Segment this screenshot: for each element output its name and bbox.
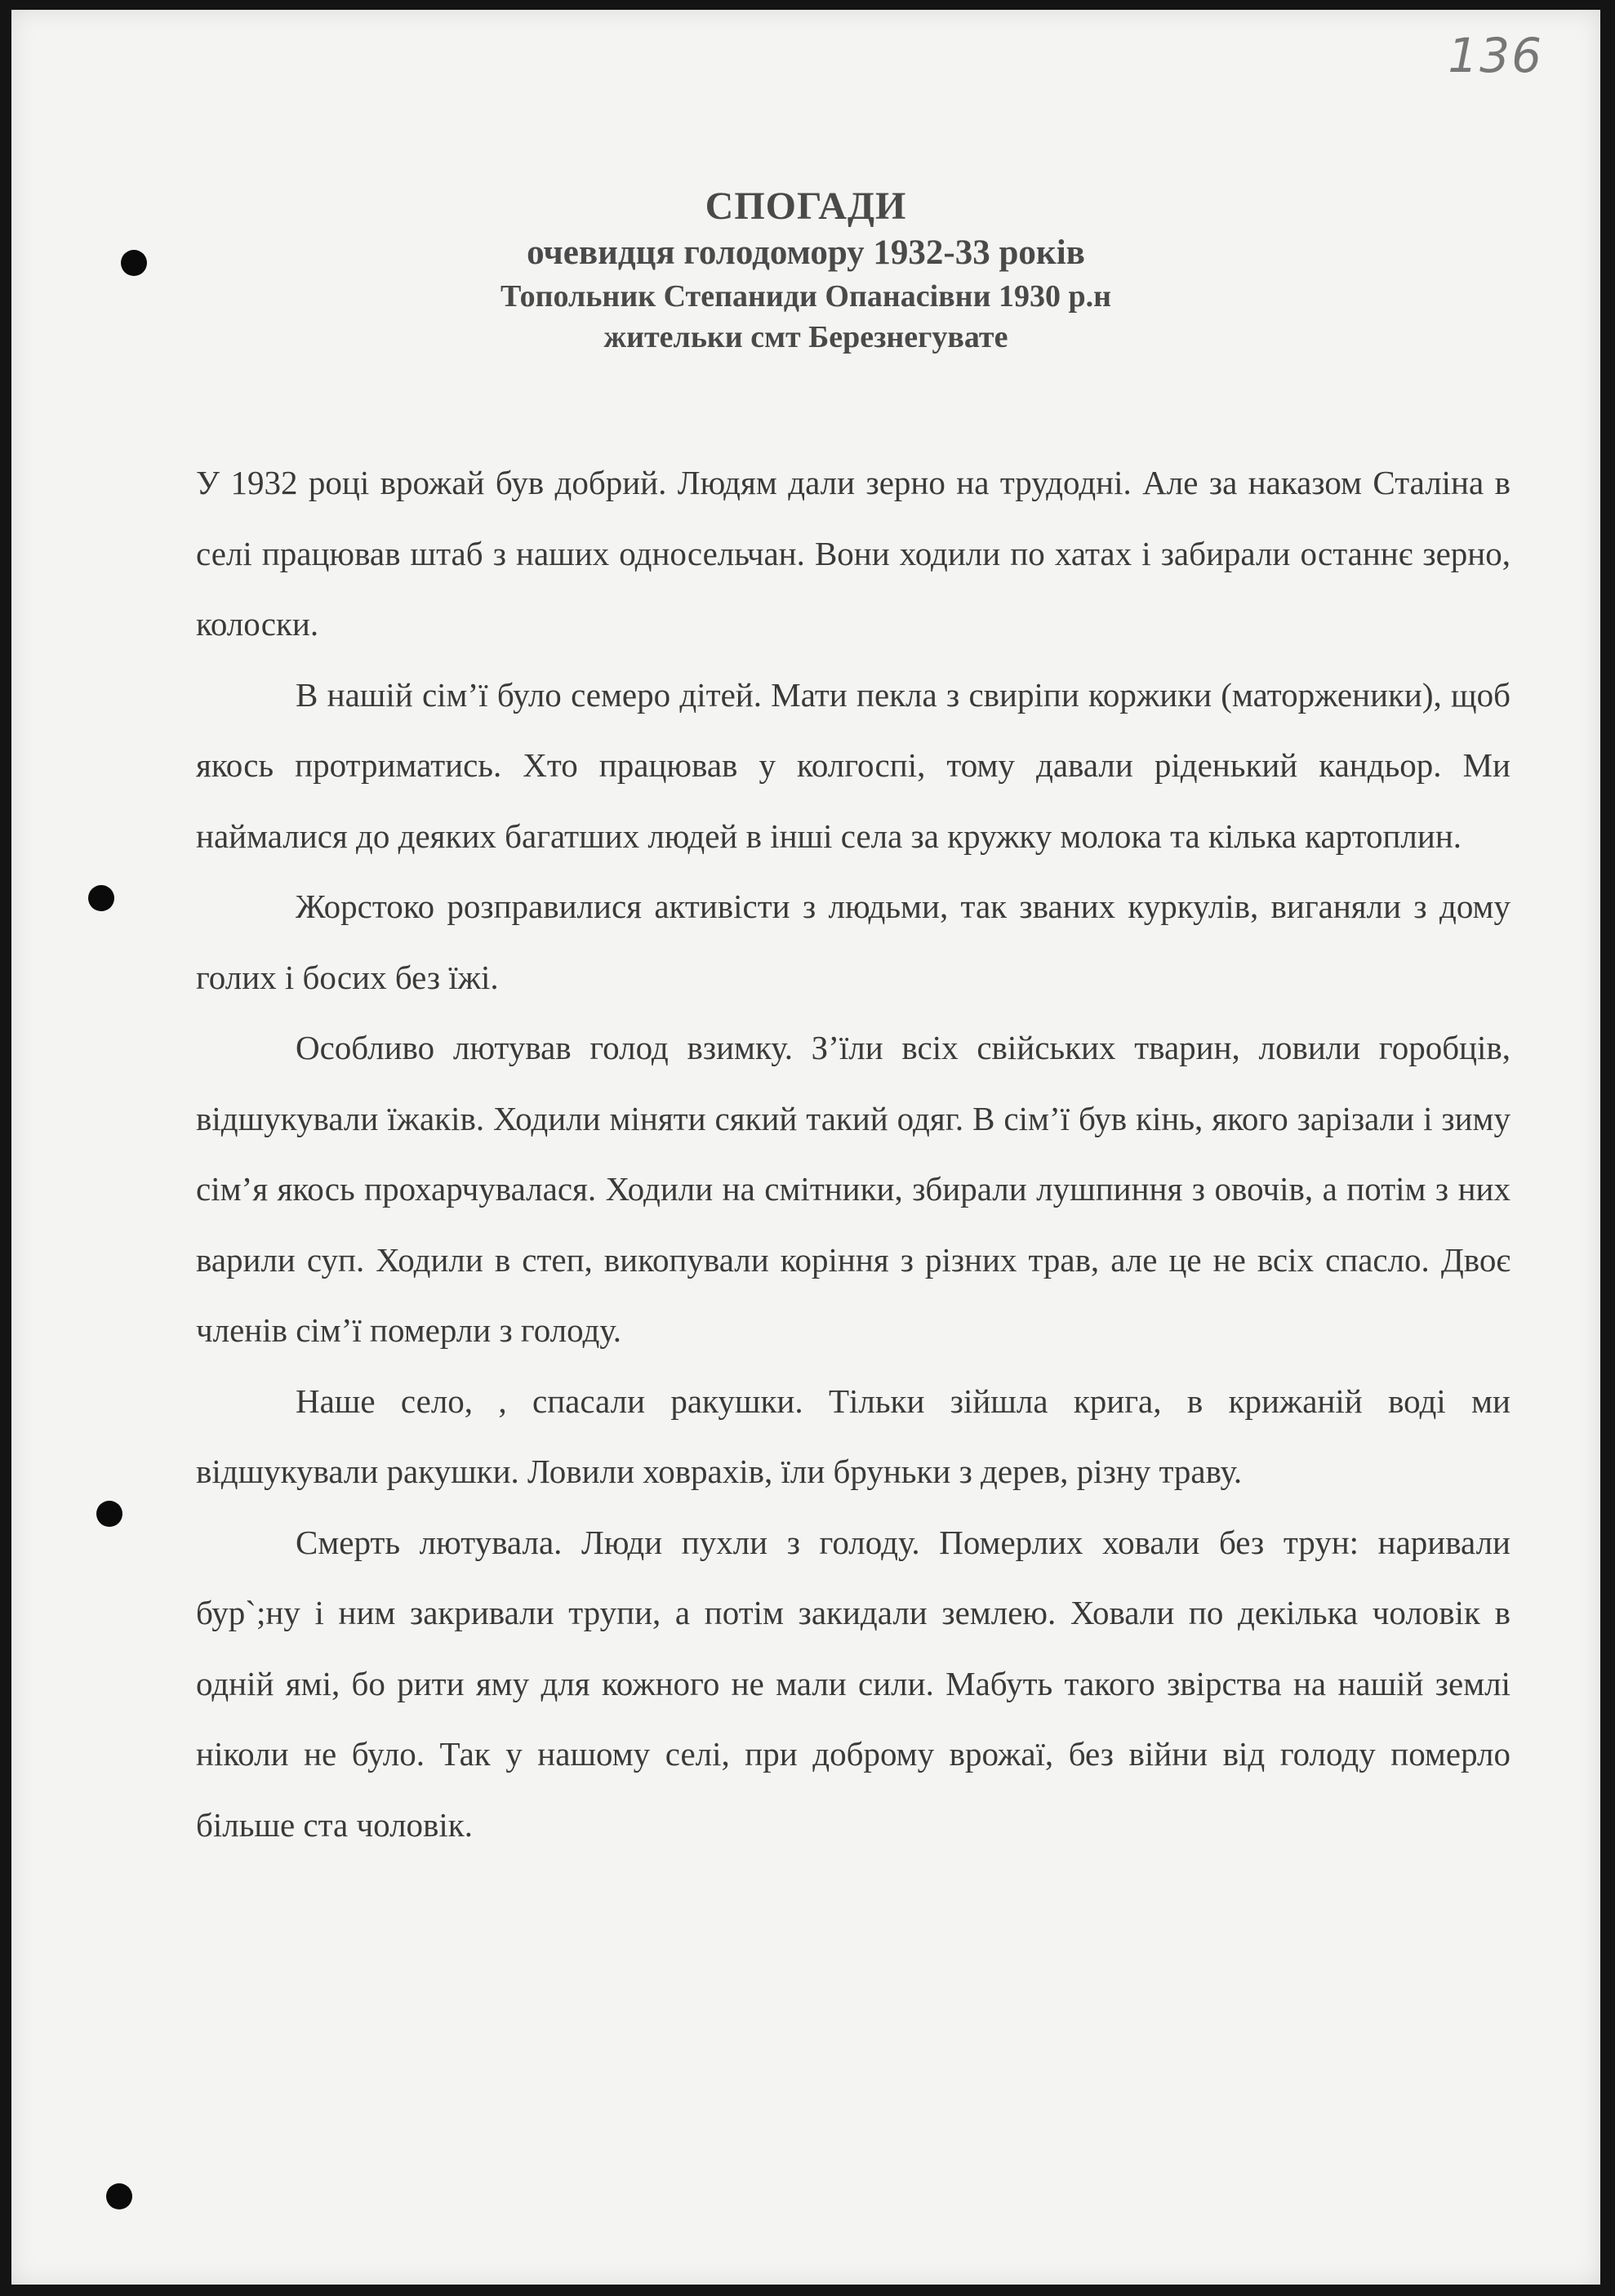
document-header [11,183,1600,358]
author-line: Топольник Степаниди Опанасівни 1930 р.н [500,279,1111,314]
binder-hole-3 [96,1501,122,1527]
paragraph: Наше село, , спасали ракушки. Тільки зійшла крига, в крижаній воді ми відшукували ракушки. Ловили ховрахів, їли бруньки з дерев, різну траву. [196,1382,1510,1490]
paragraph: Смерть лютувала. Люди пухли з голоду. Померлих ховали без трун: наривали бур`;ну і ним закривали трупи, а потім закидали землею. Ховали по декілька чоловік в одній ямі, бо рити яму для кожного не мали сили. Мабуть такого звірства на нашій землі ніколи не було. Так у нашому селі, при доброму врожаї, без війни від голоду померло більше ста чоловік. [196,1523,1510,1844]
paragraph: Жорстоко розправилися активісти з людьми, так званих куркулів, виганяли з дому голих і босих без їжі. [196,888,1510,996]
binder-hole-4 [106,2183,132,2209]
page-number: 136 [1448,28,1543,83]
document-body [196,447,1510,1860]
document-title: СПОГАДИ [705,185,907,228]
paragraph: В нашій сім’ї було семеро дітей. Мати пекла з свиріпи коржики (маторженики), щоб якось протриматись. Хто працював у колгоспі, тому давали ріденький кандьор. Ми наймалися до деяких багатших людей в інші села за кружку молока та кілька картоплин. [196,675,1510,855]
document-subtitle: очевидця голодомору 1932-33 років [527,234,1085,272]
document-page [11,10,1600,2285]
residence-line: жительки смт Березнегувате [603,320,1008,354]
paragraph: У 1932 році врожай був добрий. Людям дали зерно на трудодні. Але за наказом Сталіна в селі працював штаб з наших односельчан. Вони ходили по хатах і забирали останнє зерно, колоски. [196,464,1510,643]
paragraph: Особливо лютував голод взимку. З’їли всіх свійських тварин, ловили горобців, відшукували їжаків. Ходили міняти сякий такий одяг. В сім’ї був кінь, якого зарізали і зиму сім’я якось прохарчувалася. Ходили на смітники, збирали лушпиння з овочів, а потім з них варили суп. Ходили в степ, викопували коріння з різних трав, але це не всіх спасло. Двоє членів сім’ї померли з голоду. [196,1029,1510,1349]
binder-hole-2 [88,885,114,911]
